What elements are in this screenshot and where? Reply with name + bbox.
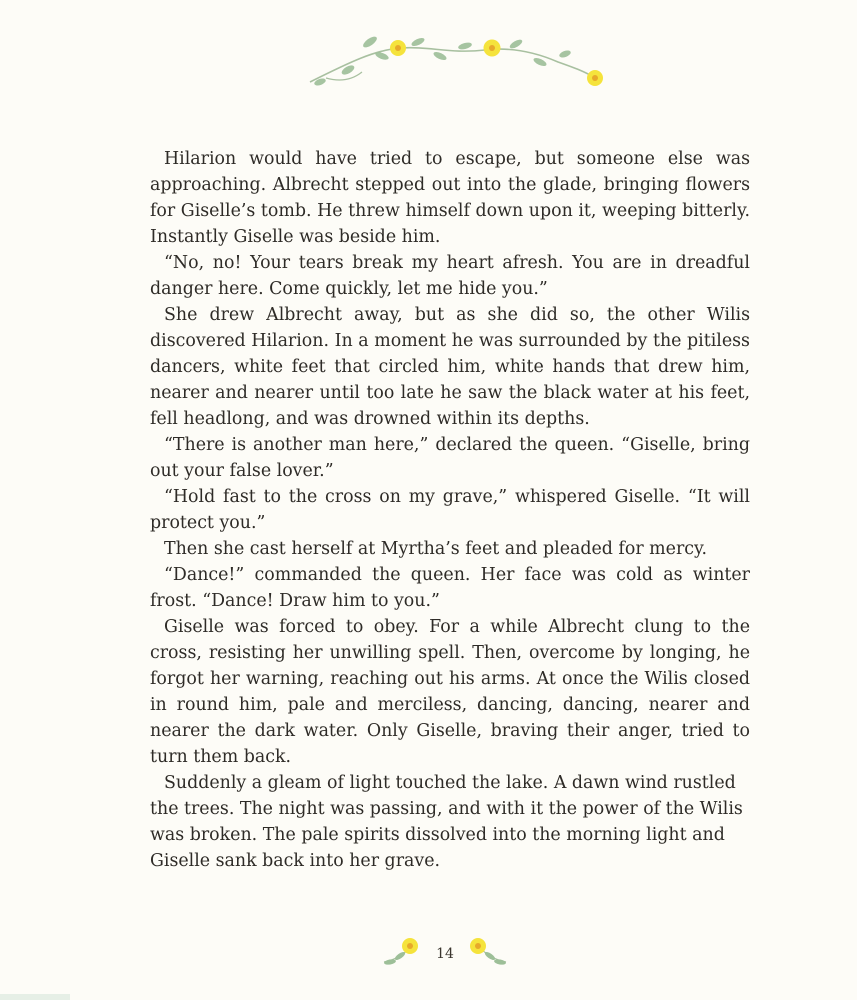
story-text <box>150 146 750 874</box>
paragraph: “Hold fast to the cross on my grave,” whispered Giselle. “It will protect you.” <box>150 487 750 533</box>
paragraph: “Dance!” commanded the queen. Her face was cold as winter frost. “Dance! Draw him to you.” <box>150 565 750 611</box>
paragraph: Hilarion would have tried to escape, but someone else was approaching. Albrecht stepped out into the glade, bringing flowers for Giselle’s tomb. He threw himself down upon it, weeping bitterly. Instantly Giselle was beside him. <box>150 149 750 247</box>
paragraph: Suddenly a gleam of light touched the lake. A dawn wind rustled the trees. The night was passing, and with it the power of the Wilis was broken. The pale spirits dissolved into the morning light and Giselle sank back into her grave. <box>150 773 743 871</box>
paragraph: She drew Albrecht away, but as she did so, the other Wilis discovered Hilarion. In a moment he was surrounded by the pitiless dancers, white feet that circled him, white hands that drew him, nearer and nearer until too late he saw the black water at his feet, fell headlong, and was drowned within its depths. <box>150 305 750 429</box>
flower-sprig-icon <box>464 932 510 972</box>
flower-vine-icon <box>290 20 630 110</box>
paragraph: Giselle was forced to obey. For a while Albrecht clung to the cross, resisting her unwilling spell. Then, overcome by longing, he forgot her warning, reaching out his arms. At once the Wilis closed in round him, pale and merciless, dancing, dancing, nearer and nearer the dark water. Only Giselle, braving their anger, tried to turn them back. <box>150 617 750 767</box>
page-footer <box>380 926 510 978</box>
flower-sprig-icon <box>380 932 426 972</box>
paragraph: “There is another man here,” declared the queen. “Giselle, bring out your false lover.” <box>150 435 750 481</box>
page-edge-tint <box>0 994 70 1000</box>
paragraph: Then she cast herself at Myrtha’s feet and pleaded for mercy. <box>164 539 708 559</box>
paragraph: “No, no! Your tears break my heart afresh. You are in dreadful danger here. Come quickly, let me hide you.” <box>150 253 750 299</box>
page-number: 14 <box>436 946 454 962</box>
